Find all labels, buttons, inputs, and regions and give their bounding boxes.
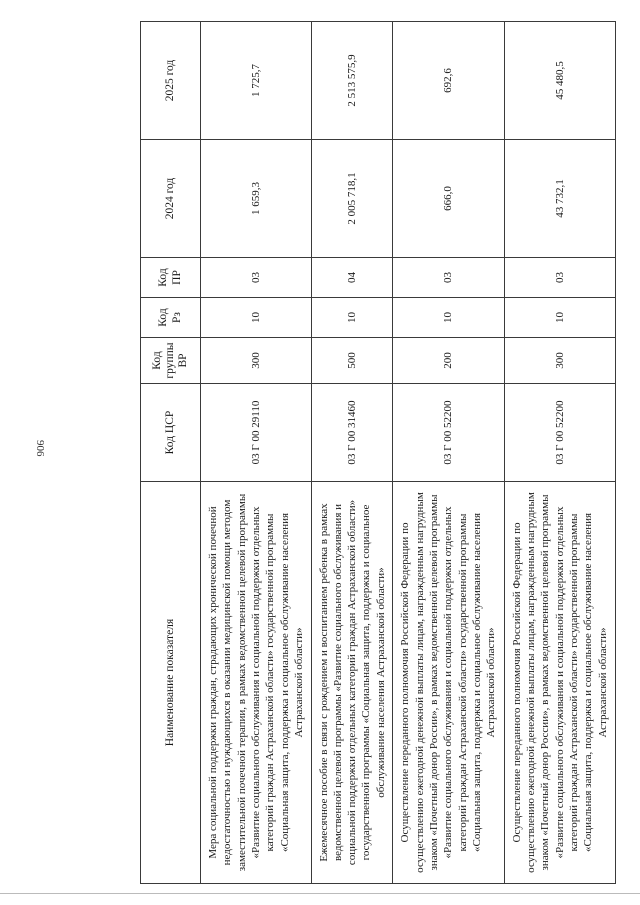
row-rz: 10 — [504, 298, 615, 338]
row-pr: 03 — [504, 258, 615, 298]
row-name: Осуществление переданного полномочия Российской Федерации по осуществлению ежегодной денежной выплаты лицам, награжденным нагрудным знаком «Почетный донор России», в рамках ведомственной целевой программы «Развитие социального обслуживания и социальной поддержки отдельных категорий граждан Астраханской области» государственной программы «Социальная защита, поддержка и социальное обслуживание населения Астраханской области» — [393, 482, 504, 884]
row-rz: 10 — [201, 298, 312, 338]
scan-edge-line — [0, 893, 640, 894]
header-name: Наименование показателя — [141, 482, 201, 884]
row-vr: 500 — [312, 338, 393, 384]
row-2024: 2 005 718,1 — [312, 140, 393, 258]
row-name: Мера социальной поддержки граждан, страдающих хронической почечной недостаточностью и нуждающихся в оказании медицинской помощи методом заместительной почечной терапии, в рамках ведомственной целевой программы «Развитие социального обслуживания и социальной поддержки отдельных категорий граждан Астраханской области» государственной программы «Социальная защита, поддержка и социальное обслуживание населения Астраханской области» — [201, 482, 312, 884]
page-number: 906 — [34, 440, 46, 457]
table-row — [504, 22, 615, 884]
row-csr: 03 Г 00 31460 — [312, 384, 393, 482]
header-rz: Код Рз — [141, 298, 201, 338]
header-2024: 2024 год — [141, 140, 201, 258]
header-2025: 2025 год — [141, 22, 201, 140]
header-row — [141, 22, 201, 884]
budget-table — [140, 21, 616, 884]
row-pr: 03 — [393, 258, 504, 298]
table-row — [393, 22, 504, 884]
row-vr: 300 — [504, 338, 615, 384]
rotated-page — [140, 22, 616, 884]
table-row — [201, 22, 312, 884]
row-csr: 03 Г 00 52200 — [393, 384, 504, 482]
row-csr: 03 Г 00 29110 — [201, 384, 312, 482]
row-pr: 04 — [312, 258, 393, 298]
header-pr: Код ПР — [141, 258, 201, 298]
row-2025: 1 725,7 — [201, 22, 312, 140]
table-row — [312, 22, 393, 884]
row-2025: 2 513 575,9 — [312, 22, 393, 140]
row-name: Ежемесячное пособие в связи с рождением и воспитанием ребенка в рамках ведомственной целевой программы «Развитие социального обслуживания и социальной поддержки отдельных категорий граждан Астраханской области» государственной программы «Социальная защита, поддержка и социальное обслуживание населения Астраханской области» — [312, 482, 393, 884]
row-rz: 10 — [312, 298, 393, 338]
row-2024: 43 732,1 — [504, 140, 615, 258]
row-2025: 692,6 — [393, 22, 504, 140]
header-csr: Код ЦСР — [141, 384, 201, 482]
row-vr: 300 — [201, 338, 312, 384]
row-2024: 666,0 — [393, 140, 504, 258]
row-csr: 03 Г 00 52200 — [504, 384, 615, 482]
row-rz: 10 — [393, 298, 504, 338]
row-2025: 45 480,5 — [504, 22, 615, 140]
row-2024: 1 659,3 — [201, 140, 312, 258]
row-vr: 200 — [393, 338, 504, 384]
row-pr: 03 — [201, 258, 312, 298]
row-name: Осуществление переданного полномочия Российской Федерации по осуществлению ежегодной денежной выплаты лицам, награжденным нагрудным знаком «Почетный донор России», в рамках ведомственной целевой программы «Развитие социального обслуживания и социальной поддержки отдельных категорий граждан Астраханской области» государственной программы «Социальная защита, поддержка и социальное обслуживание населения Астраханской области» — [504, 482, 615, 884]
header-vr: Код группы ВР — [141, 338, 201, 384]
